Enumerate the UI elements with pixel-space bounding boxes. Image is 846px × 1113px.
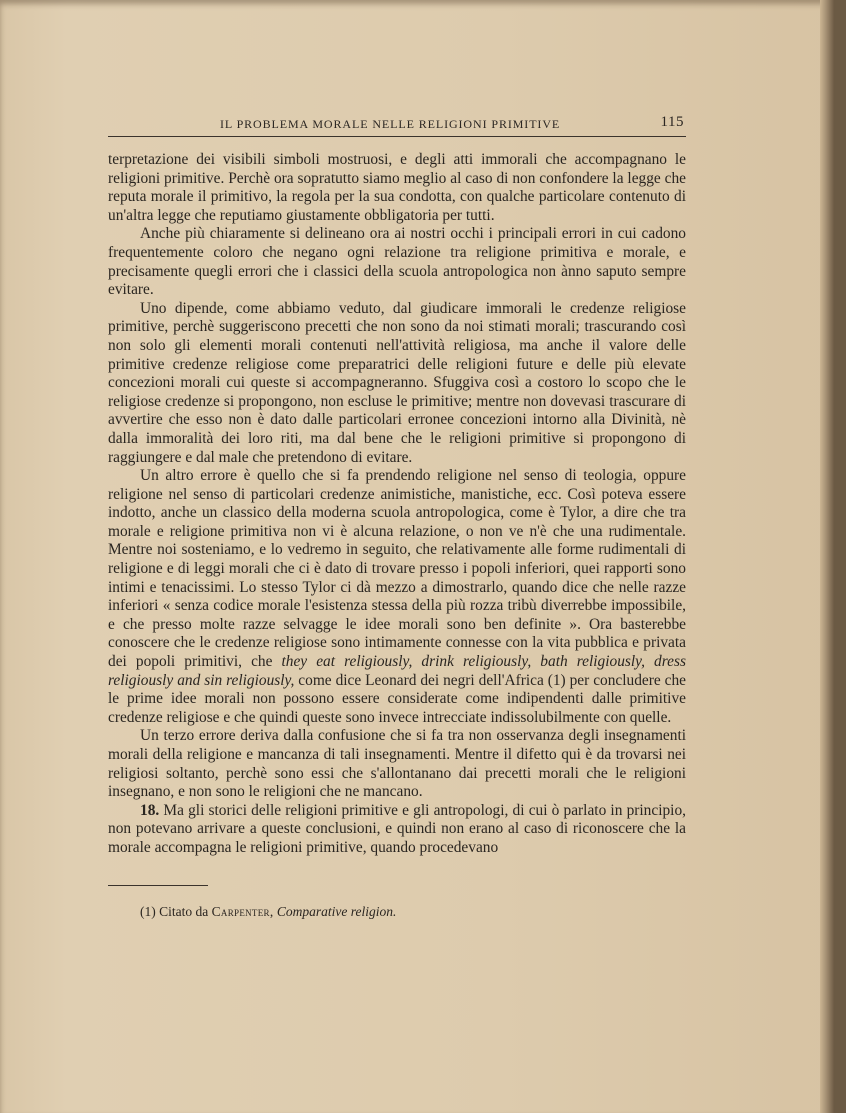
footnote-title: Comparative religion.: [276, 904, 397, 919]
paragraph-text: Un altro errore è quello che si fa prendendo religione nel senso di teologia, oppure religione nel senso di particolari credenze animistiche, manistiche, ecc. Così poteva essere indotto, anche un classico della moderna scuola antropologica, come è Tylor, a dire che tra morale e religione primitiva non vi è alcuna relazione, o non ve n'è che una rudimentale. Mentre noi sosteniamo, e lo vedremo in seguito, che relativamente alle forme rudimentali di religione e di leggi morali che ci è dato di trovare presso i popoli inferiori, quei rapporti sono intimi e tenacissimi. Lo stesso Tylor ci dà mezzo a dimostrarlo, quando dice che nelle razze inferiori « senza codice morale l'esistenza stessa della più rozza tribù diverrebbe impossibile, e che presso molte razze selvagge le idee morali sono ben definite ». Ora basterebbe conoscere che le credenze religiose sono intimamente connesse con la vita pubblica e privata dei popoli primitivi, che: [108, 467, 686, 671]
page-number: 115: [660, 114, 684, 130]
footnote: [140, 904, 396, 920]
footnote-author: Carpenter,: [211, 904, 274, 919]
section-18: [108, 802, 686, 858]
running-title: IL PROBLEMA MORALE NELLE RELIGIONI PRIMITIVE: [220, 117, 561, 131]
leonard-quote: they eat religiously, drink religiously, bath religiously, dress religiously and sin religiously,: [108, 653, 686, 689]
body-text: [108, 151, 686, 858]
section-number: 18.: [140, 801, 160, 819]
paragraph: Uno dipende, come abbiamo veduto, dal giudicare immorali le credenze religiose primitive, perchè suggeriscono precetti che non sono da noi stimati morali; trascurando così non solo gli elementi morali contenuti nell'attività religiosa, ma anche il valore delle primitive credenze religiose come preparatrici delle religioni future e delle più elevate concezioni morali cui queste si accompagneranno. Sfuggiva così a costoro lo scopo che le religiose credenze si propongono, non escluse le primitive; mentre non dovevasi trascurare di avvertire che esso non è dato dalle particolari erronee concezioni intorno alla Divinità, nè dalla immoralità dei loro riti, ma dal bene che le religioni primitive si propongono di raggiungere e dal male che pretendono di evitare.: [108, 299, 686, 466]
paragraph: Anche più chiaramente si delineano ora ai nostri occhi i principali errori in cui cadono frequentemente coloro che negano ogni relazione tra religione primitiva e morale, e precisamente quegli errori che i classici della scuola antropologica non ànno saputo sempre evitare.: [108, 225, 686, 299]
paragraph-tylor: [108, 467, 686, 727]
paragraph: Un terzo errore deriva dalla confusione che si fa tra non osservanza degli insegnamenti morali della religione e mancanza di tali insegnamenti. Mentre il difetto qui è da trovarsi nei religiosi soltanto, perchè sono essi che s'allontanano dai precetti morali che le religioni insegnano, e non sono le religioni che ne mancano.: [108, 727, 686, 801]
running-header: [108, 113, 686, 135]
paragraph-text: come dice Leonard dei negri dell'Africa (1) per concludere che le prime idee morali non possono essere considerate come indipendenti dalle primitive credenze religiose e che quindi queste sono invece intrecciate indissolubilmente con quelle.: [108, 671, 686, 726]
paragraph: terpretazione dei visibili simboli mostruosi, e degli atti immorali che accompagnano le religioni primitive. Perchè ora sopratutto siamo meglio al caso di non confondere la legge che reputa morale il primitivo, la regola per la sua condotta, con qualche particolare contenuto di un'altra legge che reputiamo giustamente obbligatoria per tutti.: [108, 151, 686, 224]
footnote-marker: (1) Citato da: [140, 904, 212, 919]
header-rule: [108, 136, 686, 137]
section-text: Ma gli storici delle religioni primitive e gli antropologi, di cui ò parlato in principio, non potevano arrivare a queste conclusioni, e quindi non erano al caso di riconoscere che la morale accompagna le religioni primitive, quando procedevano: [108, 801, 686, 856]
footnote-rule: [108, 885, 208, 886]
page-edge: [820, 0, 834, 1113]
